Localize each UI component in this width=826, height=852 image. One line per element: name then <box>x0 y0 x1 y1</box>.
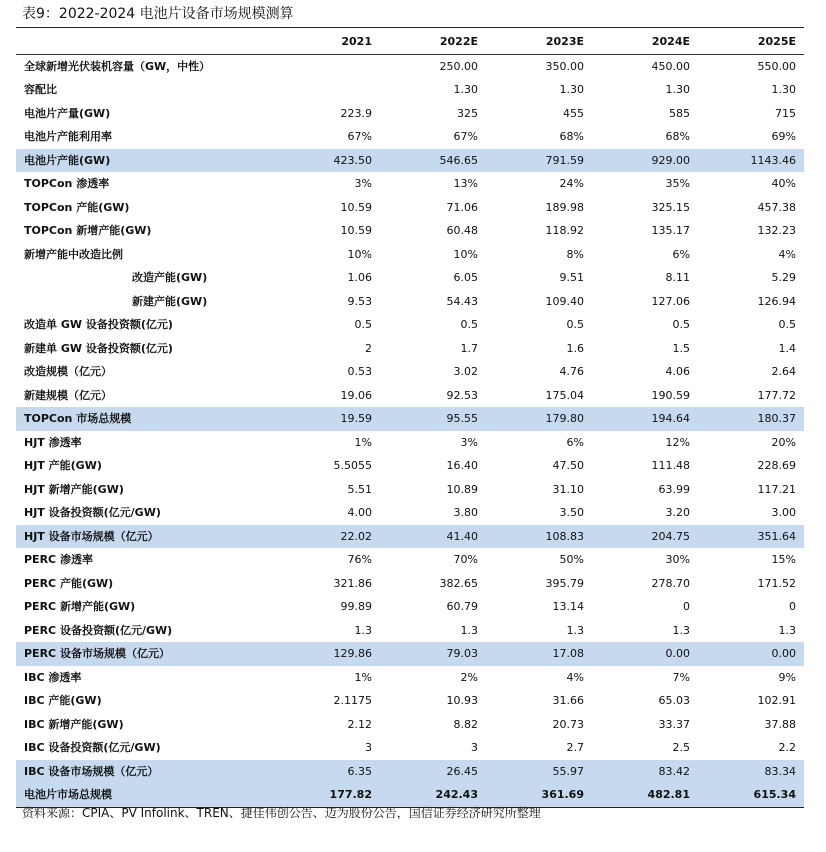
row-value: 65.03 <box>658 694 690 707</box>
row-value: 1.3 <box>566 623 584 637</box>
row-value: 132.23 <box>757 224 796 237</box>
row-value: 6.35 <box>274 760 380 784</box>
row-value: 351.64 <box>698 525 804 549</box>
row-value: 68% <box>665 130 690 143</box>
row-value: 108.83 <box>486 525 592 549</box>
row-value: 3.00 <box>771 506 796 519</box>
row-value: 450.00 <box>651 59 690 73</box>
row-value: 5.51 <box>347 482 372 496</box>
row-value: 715 <box>775 106 796 120</box>
row-value: 19.59 <box>274 407 380 431</box>
row-label: HJT 设备投资额(亿元/GW) <box>24 506 161 519</box>
row-value: 546.65 <box>380 149 486 173</box>
row-label: HJT 设备市场规模（亿元） <box>16 525 274 549</box>
row-value: 321.86 <box>333 576 372 590</box>
row-value: 9.53 <box>347 294 372 308</box>
row-value: 33.37 <box>658 717 690 731</box>
row-value: 10% <box>347 247 372 261</box>
table-row <box>16 760 804 784</box>
table-row <box>16 384 804 408</box>
row-value: 455 <box>563 106 584 120</box>
row-value: 99.89 <box>340 600 372 613</box>
row-label: 改造规模（亿元） <box>24 365 112 378</box>
row-value: 1.30 <box>771 83 796 96</box>
header-cell-2025e: 2025E <box>698 30 804 54</box>
row-value: 17.08 <box>486 642 592 666</box>
row-value: 4.76 <box>559 365 584 378</box>
row-value: 19.06 <box>340 388 372 402</box>
row-label: HJT 渗透率 <box>24 435 82 449</box>
row-value: 228.69 <box>757 459 796 472</box>
row-value: 7% <box>672 670 690 684</box>
header-cell-2021: 2021 <box>274 30 380 54</box>
row-value: 2.1175 <box>333 694 372 707</box>
row-value: 47.50 <box>552 459 584 472</box>
row-label: TOPCon 市场总规模 <box>16 407 274 431</box>
row-value: 79.03 <box>380 642 486 666</box>
row-value: 177.82 <box>274 783 380 807</box>
row-value: 12% <box>665 435 690 449</box>
table-row <box>16 666 804 690</box>
row-value: 171.52 <box>757 576 796 590</box>
table-row <box>16 642 804 666</box>
row-label: 新建产能(GW) <box>132 294 208 308</box>
row-label: 新建单 GW 设备投资额(亿元) <box>24 341 173 355</box>
row-value: 6% <box>672 247 690 261</box>
table-row <box>16 266 804 290</box>
row-value: 117.21 <box>757 482 796 496</box>
row-value: 40% <box>771 177 796 190</box>
row-value: 54.43 <box>446 294 478 308</box>
row-label: 电池片产能利用率 <box>24 130 112 143</box>
row-value <box>274 54 380 78</box>
table-row <box>16 478 804 502</box>
row-value: 95.55 <box>380 407 486 431</box>
row-value: 10.59 <box>340 200 372 214</box>
row-value: 83.34 <box>698 760 804 784</box>
row-value: 0.5 <box>460 318 478 331</box>
header-cell-2023e: 2023E <box>486 30 592 54</box>
row-label: 电池片市场总规模 <box>16 783 274 807</box>
row-value: 92.53 <box>446 388 478 402</box>
row-value: 278.70 <box>651 576 690 590</box>
header-cell-2022e: 2022E <box>380 30 486 54</box>
row-value: 3% <box>354 177 372 190</box>
row-value: 585 <box>669 106 690 120</box>
table-row <box>16 196 804 220</box>
row-value: 6% <box>566 435 584 449</box>
row-value: 31.66 <box>552 694 584 707</box>
row-label: HJT 新增产能(GW) <box>24 482 124 496</box>
header-cell-2024e: 2024E <box>592 30 698 54</box>
row-value: 190.59 <box>651 388 690 402</box>
row-value: 1.30 <box>665 83 690 96</box>
row-label: 改造单 GW 设备投资额(亿元) <box>24 318 173 331</box>
row-value: 1% <box>354 435 372 449</box>
row-value: 382.65 <box>439 576 478 590</box>
row-value: 3.20 <box>665 506 690 519</box>
row-value: 1.3 <box>778 623 796 637</box>
row-value: 67% <box>453 130 478 143</box>
row-value: 1.7 <box>460 341 478 355</box>
table-row <box>16 360 804 384</box>
row-value <box>274 78 380 102</box>
row-value: 35% <box>665 177 690 190</box>
table-row <box>16 619 804 643</box>
row-label: IBC 新增产能(GW) <box>24 717 124 731</box>
row-value: 2% <box>460 670 478 684</box>
row-value: 13.14 <box>552 600 584 613</box>
row-value: 1.30 <box>453 83 478 96</box>
row-label: IBC 产能(GW) <box>24 694 102 707</box>
row-value: 118.92 <box>545 224 584 237</box>
row-value: 250.00 <box>439 59 478 73</box>
row-value: 37.88 <box>764 717 796 731</box>
row-label: TOPCon 渗透率 <box>24 177 110 190</box>
row-value: 395.79 <box>545 576 584 590</box>
row-value: 423.50 <box>274 149 380 173</box>
table-row <box>16 125 804 149</box>
table-row <box>16 337 804 361</box>
row-label: PERC 设备市场规模（亿元） <box>16 642 274 666</box>
row-value: 8% <box>566 247 584 261</box>
row-label: PERC 产能(GW) <box>24 576 114 590</box>
row-value: 3.02 <box>453 365 478 378</box>
row-value: 175.04 <box>545 388 584 402</box>
header-row <box>16 30 804 54</box>
table-row <box>16 78 804 102</box>
row-value: 615.34 <box>698 783 804 807</box>
row-value: 242.43 <box>380 783 486 807</box>
row-value: 31.10 <box>552 482 584 496</box>
row-value: 126.94 <box>757 294 796 308</box>
table-row <box>16 454 804 478</box>
row-value: 929.00 <box>592 149 698 173</box>
table-row <box>16 54 804 78</box>
row-label: PERC 设备投资额(亿元/GW) <box>24 623 173 637</box>
row-value: 3 <box>471 741 478 754</box>
row-value: 70% <box>453 553 478 566</box>
row-value: 16.40 <box>446 459 478 472</box>
row-value: 69% <box>771 130 796 143</box>
row-value: 2.7 <box>566 741 584 754</box>
row-value: 135.17 <box>651 224 690 237</box>
row-label: HJT 产能(GW) <box>24 459 102 472</box>
row-value: 350.00 <box>545 59 584 73</box>
row-value: 15% <box>771 553 796 566</box>
row-label: TOPCon 产能(GW) <box>24 200 130 214</box>
row-value: 791.59 <box>486 149 592 173</box>
row-label: 新增产能中改造比例 <box>24 247 123 261</box>
row-value: 2.12 <box>347 717 372 731</box>
row-value: 457.38 <box>757 200 796 214</box>
row-value: 1% <box>354 670 372 684</box>
row-value: 361.69 <box>486 783 592 807</box>
row-value: 127.06 <box>651 294 690 308</box>
table-row <box>16 243 804 267</box>
row-value: 482.81 <box>592 783 698 807</box>
table-row <box>16 501 804 525</box>
row-value: 5.5055 <box>333 459 372 472</box>
market-size-table <box>16 30 804 808</box>
table-row <box>16 736 804 760</box>
row-value: 177.72 <box>757 388 796 402</box>
row-value: 129.86 <box>274 642 380 666</box>
row-value: 1.3 <box>460 623 478 637</box>
table-title: 表9：2022-2024 电池片设备市场规模测算 <box>22 6 294 22</box>
row-value: 30% <box>665 553 690 566</box>
row-value: 0.5 <box>354 318 372 331</box>
row-value: 1143.46 <box>698 149 804 173</box>
row-value: 55.97 <box>486 760 592 784</box>
row-value: 111.48 <box>651 459 690 472</box>
row-label: 电池片产量(GW) <box>24 106 111 120</box>
row-value: 3 <box>365 741 372 754</box>
row-value: 0.00 <box>592 642 698 666</box>
row-label: PERC 渗透率 <box>24 553 93 566</box>
row-value: 22.02 <box>274 525 380 549</box>
row-value: 71.06 <box>446 200 478 214</box>
row-value: 1.3 <box>672 623 690 637</box>
row-value: 1.4 <box>778 341 796 355</box>
table-row <box>16 548 804 572</box>
row-label: 容配比 <box>24 83 57 96</box>
row-value: 102.91 <box>757 694 796 707</box>
row-value: 3% <box>460 435 478 449</box>
row-label: 改造产能(GW) <box>132 271 208 284</box>
row-value: 4% <box>778 247 796 261</box>
table-body <box>16 54 804 807</box>
row-value: 20.73 <box>552 717 584 731</box>
row-value: 1.30 <box>559 83 584 96</box>
table-row <box>16 595 804 619</box>
row-label: 全球新增光伏装机容量（GW，中性） <box>24 59 211 73</box>
row-value: 41.40 <box>380 525 486 549</box>
row-value: 0.5 <box>778 318 796 331</box>
row-label: PERC 新增产能(GW) <box>24 600 136 613</box>
table-row <box>16 407 804 431</box>
row-value: 8.82 <box>453 717 478 731</box>
row-label: 新建规模（亿元） <box>24 388 112 402</box>
row-value: 1.5 <box>672 341 690 355</box>
table-row <box>16 102 804 126</box>
row-value: 10% <box>453 247 478 261</box>
table-row <box>16 290 804 314</box>
row-value: 0.5 <box>672 318 690 331</box>
row-value: 67% <box>347 130 372 143</box>
row-value: 1.6 <box>566 341 584 355</box>
row-value: 0.5 <box>566 318 584 331</box>
row-value: 223.9 <box>340 106 372 120</box>
table-row <box>16 713 804 737</box>
row-value: 1.3 <box>354 623 372 637</box>
row-label: 电池片产能(GW) <box>16 149 274 173</box>
row-value: 9.51 <box>559 271 584 284</box>
row-value: 0.00 <box>698 642 804 666</box>
row-value: 76% <box>347 553 372 566</box>
row-value: 26.45 <box>380 760 486 784</box>
row-value: 2.5 <box>672 741 690 754</box>
row-value: 60.48 <box>446 224 478 237</box>
row-value: 0 <box>683 600 690 613</box>
row-value: 2.2 <box>778 741 796 754</box>
row-value: 9% <box>778 670 796 684</box>
row-value: 4.06 <box>665 365 690 378</box>
table-row <box>16 219 804 243</box>
row-value: 10.93 <box>446 694 478 707</box>
row-label: TOPCon 新增产能(GW) <box>24 224 152 237</box>
row-value: 180.37 <box>698 407 804 431</box>
table-row <box>16 313 804 337</box>
row-value: 60.79 <box>446 600 478 613</box>
row-value: 109.40 <box>545 294 584 308</box>
row-value: 189.98 <box>545 200 584 214</box>
table-row <box>16 689 804 713</box>
row-label: IBC 设备投资额(亿元/GW) <box>24 741 161 754</box>
row-value: 83.42 <box>592 760 698 784</box>
row-label: IBC 渗透率 <box>24 670 82 684</box>
row-value: 3.50 <box>559 506 584 519</box>
row-value: 0.53 <box>347 365 372 378</box>
row-value: 6.05 <box>453 271 478 284</box>
header-cell-label <box>16 30 274 54</box>
row-value: 325.15 <box>651 200 690 214</box>
table-row <box>16 525 804 549</box>
row-value: 194.64 <box>592 407 698 431</box>
table-row <box>16 431 804 455</box>
row-value: 4% <box>566 670 584 684</box>
table-row <box>16 172 804 196</box>
row-value: 1.06 <box>347 271 372 284</box>
source-note: 资料来源：CPIA、PV Infolink、TREN、捷佳伟创公告、迈为股份公告，国信证券经济研究所整理 <box>22 806 541 820</box>
row-value: 5.29 <box>771 271 796 284</box>
row-value: 10.59 <box>340 224 372 237</box>
row-value: 10.89 <box>446 482 478 496</box>
row-value: 63.99 <box>658 482 690 496</box>
row-value: 3.80 <box>453 506 478 519</box>
row-value: 20% <box>771 435 796 449</box>
row-value: 13% <box>453 177 478 190</box>
row-value: 204.75 <box>592 525 698 549</box>
row-value: 68% <box>559 130 584 143</box>
row-value: 24% <box>559 177 584 190</box>
row-value: 8.11 <box>665 271 690 284</box>
row-value: 50% <box>559 553 584 566</box>
row-value: 2.64 <box>771 365 796 378</box>
row-value: 0 <box>789 600 796 613</box>
row-value: 325 <box>457 106 478 120</box>
row-value: 550.00 <box>757 59 796 73</box>
table-row <box>16 572 804 596</box>
row-label: IBC 设备市场规模（亿元） <box>16 760 274 784</box>
table-row <box>16 149 804 173</box>
row-value: 4.00 <box>347 506 372 519</box>
row-value: 179.80 <box>486 407 592 431</box>
row-value: 2 <box>365 341 372 355</box>
top-rule <box>16 27 804 28</box>
